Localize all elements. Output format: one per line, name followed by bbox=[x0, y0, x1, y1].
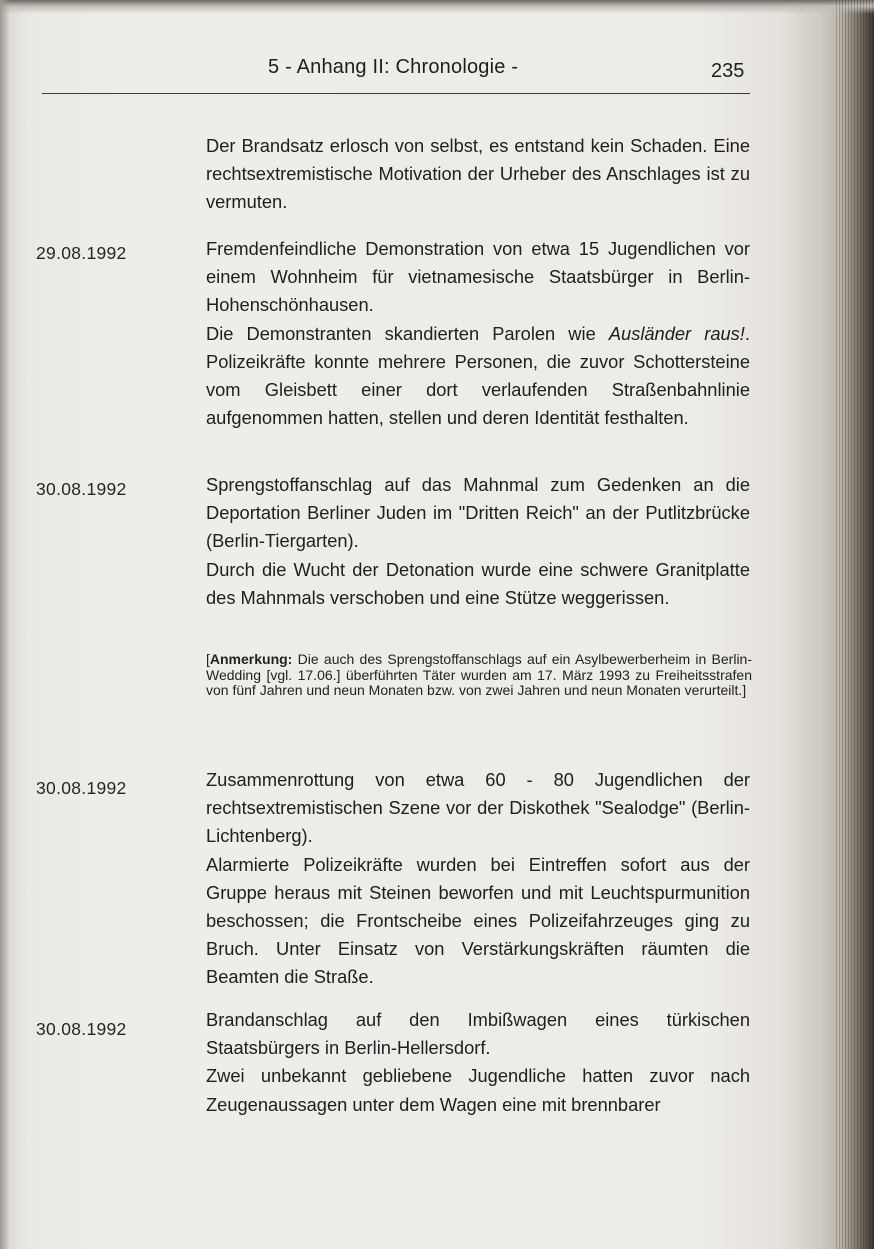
entry-text bbox=[206, 235, 750, 432]
annotation-label: Anmerkung: bbox=[209, 651, 293, 667]
page-number: 235 bbox=[711, 60, 745, 82]
entry-paragraph: Brandanschlag auf den Imbißwagen eines türkischen Staatsbürgers in Berlin-Hellersdorf. bbox=[206, 1009, 750, 1059]
running-header: 5 - Anhang II: Chronologie - bbox=[268, 56, 519, 78]
entry-paragraph: Fremdenfeindliche Demonstration von etwa 15 Jugendlichen vor einem Wohnheim für vietnamesische Staatsbürger in Berlin-Hohenschönhausen. bbox=[206, 238, 750, 316]
annotation-note: [Anmerkung: Die auch des Sprengstoffanschlags auf ein Asylbewerberheim in Berlin-Wedding [vgl. 17.06.] überführten Täter wurden am 17. März 1993 zu Freiheitsstrafen von fünf Jahren und neun Monaten bzw. von zwei Jahren und neun Monaten verurteilt.] bbox=[206, 651, 753, 698]
entry-paragraph: Der Brandsatz erlosch von selbst, es entstand kein Schaden. Eine rechtsextremistische Motivation der Urheber des Anschlages ist zu vermuten. bbox=[206, 135, 750, 213]
quoted-slogan: Ausländer raus! bbox=[608, 322, 745, 344]
entry-text bbox=[206, 766, 750, 992]
entry-text bbox=[206, 471, 750, 612]
annotation-text: Die auch des Sprengstoffanschlags auf ein Asylbewerberheim in Berlin-Wedding [vgl. 17.06.] überführten Täter wurden am 17. März 1993 zu Freiheitsstrafen von fünf Jahren und neun Monaten bzw. von zwei Jahren und neun Monaten verurteilt.] bbox=[206, 651, 753, 698]
entry-paragraph: Die Demonstranten skandierten Parolen wie Ausländer raus!. Polizeikräfte konnte mehrere Personen, die zuvor Schottersteine vom Gleisbett einer dort verlaufenden Straßenbahnlinie aufgenommen hatten, stellen und deren Identität festhalten. bbox=[206, 322, 750, 429]
entry-paragraph: Zusammenrottung von etwa 60 - 80 Jugendlichen der rechtsextremistischen Szene vor der Diskothek "Sealodge" (Berlin-Lichtenberg). bbox=[206, 769, 750, 847]
header-rule bbox=[42, 93, 750, 94]
page-top-shadow bbox=[0, 0, 874, 14]
book-page-edges bbox=[836, 0, 874, 1249]
entry-paragraph: Zwei unbekannt gebliebene Jugendliche hatten zuvor nach Zeugenaussagen unter dem Wagen eine mit brennbarer bbox=[206, 1065, 750, 1115]
entry-continuation-text bbox=[206, 132, 750, 217]
page-left-shadow bbox=[0, 0, 10, 1249]
entry-date: 29.08.1992 bbox=[36, 243, 127, 263]
entry-date: 30.08.1992 bbox=[36, 778, 127, 798]
entry-paragraph: Sprengstoffanschlag auf das Mahnmal zum Gedenken an die Deportation Berliner Juden im "Dritten Reich" an der Putlitzbrücke (Berlin-Tiergarten). bbox=[206, 474, 750, 552]
entry-date: 30.08.1992 bbox=[36, 1019, 127, 1039]
entry-paragraph: Alarmierte Polizeikräfte wurden bei Eintreffen sofort aus der Gruppe heraus mit Steinen beworfen und mit Leuchtspurmunition beschossen; die Frontscheibe eines Polizeifahrzeuges ging zu Bruch. Unter Einsatz von Verstärkungskräften räumten die Beamten die Straße. bbox=[206, 853, 750, 988]
entry-paragraph: Durch die Wucht der Detonation wurde eine schwere Granitplatte des Mahnmals verschoben und eine Stütze weggerissen. bbox=[206, 558, 750, 608]
entry-text bbox=[206, 1006, 750, 1119]
entry-date: 30.08.1992 bbox=[36, 479, 127, 499]
